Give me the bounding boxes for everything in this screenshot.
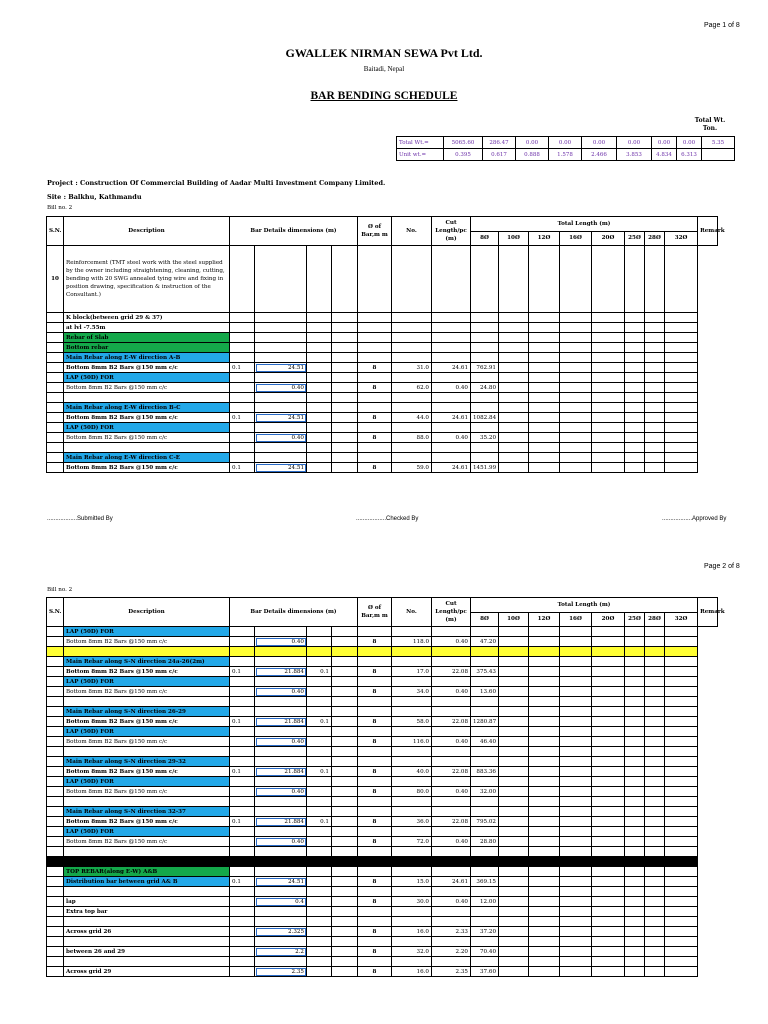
bar-dim-start [230,927,255,937]
header-bar-details-2: Bar Details dimensions (m) [230,598,358,627]
blank-row [47,847,718,857]
header-description: Description [64,217,230,246]
bar-count: 31.0 [392,363,432,373]
total-length-8: 375.43 [471,667,499,677]
header-dia-8: 8Ø [471,231,499,246]
total-length-8: 37.60 [471,967,499,977]
bar-row [47,717,718,727]
bar-row [47,363,718,373]
item-sn: 10 [47,246,64,313]
total-wt-value: 0.00 [516,137,549,149]
bar-dim-start: 0.1 [230,413,255,423]
unit-wt-value: 4.834 [652,149,677,161]
total-length-8: 1280.87 [471,717,499,727]
bar-dia: 8 [358,737,392,747]
submitted-by: ..................Submitted By [47,516,113,522]
total-length-8: 369.15 [471,877,499,887]
blank-row [47,797,718,807]
header-total-length: Total Length (m) [471,217,698,232]
bar-description: Bottom 8mm B2 Bars @150 mm c/c [64,717,230,727]
cut-length: 0.40 [432,637,471,647]
header-dia-25: 25Ø [625,612,645,627]
header-remark-2: Remark [698,598,718,627]
company-name: GWALLEK NIRMAN SEWA Pvt Ltd. [285,46,483,60]
bar-dim-end [307,967,332,977]
bar-dia: 8 [358,363,392,373]
bar-row [47,967,718,977]
bar-dim-end [307,687,332,697]
bar-dim-start [230,383,255,393]
bar-dimension: 2.325 [255,927,307,937]
bar-row [47,413,718,423]
bar-count: 32.0 [392,947,432,957]
bar-description: lap [64,897,230,907]
bar-dim-start [230,787,255,797]
bar-dim-start [230,737,255,747]
bar-dia: 8 [358,837,392,847]
unit-wt-label-cell: Unit wt.= [397,149,444,161]
page-number-2: Page 2 of 8 [704,563,740,570]
section-heading: Main Rebar along S-N direction 29-32 [64,757,230,767]
highlight-row [47,647,718,657]
bar-row [47,433,718,443]
unit-wt-value: 0.617 [483,149,516,161]
bar-dimension: 0.40 [255,433,307,443]
bar-row [47,687,718,697]
bar-count: 62.0 [392,383,432,393]
bar-dim-start: 0.1 [230,877,255,887]
bar-count: 16.0 [392,967,432,977]
header-dia-28: 28Ø [645,612,665,627]
total-length-8: 46.40 [471,737,499,747]
total-length-8: 28.80 [471,837,499,847]
bar-dia: 8 [358,787,392,797]
bar-dia: 8 [358,687,392,697]
bar-description: Bottom 8mm B2 Bars @150 mm c/c [64,463,230,473]
bar-dimension: 0.40 [255,637,307,647]
section-heading: LAP (50D) FOR [64,777,230,787]
header-no: No. [392,217,432,246]
section-label-row [47,907,718,917]
bar-dia: 8 [358,927,392,937]
cut-length: 0.40 [432,433,471,443]
header-dia-20: 20Ø [592,231,625,246]
total-length-8: 883.36 [471,767,499,777]
section-heading-row [47,423,718,433]
section-heading-row [47,657,718,667]
bar-description: Distribution bar between grid A& B [64,877,230,887]
unit-wt-value: 2.466 [582,149,617,161]
bar-count: 30.0 [392,897,432,907]
section-heading: Extra top bar [64,907,230,917]
section-rebar-row [47,333,718,343]
section-heading: LAP (50D) FOR [64,373,230,383]
total-wt-value: 5065.60 [444,137,483,149]
bar-row [47,947,718,957]
section-heading-row [47,373,718,383]
header-description-2: Description [64,598,230,627]
section-heading: Main Rebar along S-N direction 24a-26(2m) [64,657,230,667]
bar-dimension: 0.4 [255,897,307,907]
section-level: at lvl -7.55m [64,323,230,333]
cut-length: 22.08 [432,767,471,777]
section-heading: LAP (50D) FOR [64,727,230,737]
section-heading-row [47,677,718,687]
section-heading-row [47,807,718,817]
section-heading: Main Rebar along S-N direction 26-29 [64,707,230,717]
site-line: Site : Balkhu, Kathmandu [47,193,142,201]
bar-count: 17.0 [392,667,432,677]
section-heading: TOP REBAR(along E-W) A&B [64,867,230,877]
bar-dim-start [230,897,255,907]
header-dia-8: 8Ø [471,612,499,627]
header-dia-16: 16Ø [560,231,592,246]
bar-row [47,637,718,647]
blank-row [47,443,718,453]
section-block-row [47,313,718,323]
bar-dimension: 0.40 [255,787,307,797]
cut-length: 0.40 [432,383,471,393]
bar-description: Bottom 8mm B2 Bars @150 mm c/c [64,637,230,647]
bar-row [47,737,718,747]
bar-row [47,817,718,827]
bill-number-2: Bill no. 2 [47,587,73,593]
bar-description: Bottom 8mm B2 Bars @150 mm c/c [64,817,230,827]
bar-description: Bottom 8mm B2 Bars @150 mm c/c [64,433,230,443]
section-heading: LAP (50D) FOR [64,677,230,687]
bar-dimension: 21.884 [255,717,307,727]
bar-row [47,927,718,937]
header-dia-2: Ø of Bar,m m [358,598,392,627]
bar-dim-start [230,637,255,647]
header-total-length-2: Total Length (m) [471,598,698,613]
bar-dim-end [307,637,332,647]
bar-count: 58.0 [392,717,432,727]
bar-dim-end: 0.1 [307,667,332,677]
blank-row [47,887,718,897]
header-dia-32: 32Ø [665,612,698,627]
bar-description: between 26 and 29 [64,947,230,957]
bar-dimension: 21.884 [255,817,307,827]
total-length-8: 12.00 [471,897,499,907]
unit-wt-blank [702,149,735,161]
bar-dim-start: 0.1 [230,463,255,473]
bar-description: Across grid 26 [64,927,230,937]
bar-description: Bottom 8mm B2 Bars @150 mm c/c [64,837,230,847]
unit-wt-value: 1.578 [549,149,582,161]
bar-dim-start: 0.1 [230,717,255,727]
bbs-table-page2 [46,597,725,977]
table-header-row-2 [47,598,718,613]
bar-dimension: 24.51 [255,363,307,373]
total-wt-value: 0.00 [549,137,582,149]
total-wt-value: 0.00 [652,137,677,149]
bar-dia: 8 [358,433,392,443]
section-heading: Main Rebar along E-W direction C-E [64,453,230,463]
total-wt-value: 0.00 [582,137,617,149]
bar-row [47,837,718,847]
blank-row [47,393,718,403]
checked-by: ..................Checked By [356,516,419,522]
project-line: Project : Construction Of Commercial Building of Aadar Multi Investment Company Limited. [47,179,386,187]
total-length-8: 47.20 [471,637,499,647]
section-level-row [47,323,718,333]
section-heading-row [47,453,718,463]
bar-dim-start: 0.1 [230,363,255,373]
bar-dimension: 2.35 [255,967,307,977]
cut-length: 2.20 [432,947,471,957]
bar-dimension: 0.40 [255,383,307,393]
item-row [47,246,718,313]
totals-table [396,136,735,161]
bar-count: 88.0 [392,433,432,443]
total-length-8: 24.80 [471,383,499,393]
total-wt-value: 286.47 [483,137,516,149]
bar-count: 34.0 [392,687,432,697]
bar-dimension: 0.40 [255,687,307,697]
section-heading-row [47,403,718,413]
bar-row [47,463,718,473]
bar-description: Bottom 8mm B2 Bars @150 mm c/c [64,767,230,777]
bar-count: 40.0 [392,767,432,777]
bar-dia: 8 [358,877,392,887]
bar-dim-start [230,687,255,697]
header-dia-10: 10Ø [499,231,529,246]
total-length-8: 795.02 [471,817,499,827]
total-length-8: 37.20 [471,927,499,937]
bar-dim-start [230,433,255,443]
section-bottom-row [47,343,718,353]
bar-dia: 8 [358,667,392,677]
total-ton-value: 5.35 [702,137,735,149]
bbs-table-page1 [46,216,725,473]
blank-row [47,957,718,967]
cut-length: 0.40 [432,737,471,747]
cut-length: 0.40 [432,897,471,907]
total-wt-label-cell: Total Wt.= [397,137,444,149]
section-block: K block(between grid 29 & 37) [64,313,230,323]
bar-row [47,787,718,797]
header-dia-25: 25Ø [625,231,645,246]
bar-dim-end [307,787,332,797]
bar-count: 118.0 [392,637,432,647]
bar-dimension: 24.51 [255,413,307,423]
bar-description: Bottom 8mm B2 Bars @150 mm c/c [64,687,230,697]
header-bar-details: Bar Details dimensions (m) [230,217,358,246]
blank-row [47,937,718,947]
header-dia-12: 12Ø [529,231,560,246]
bar-row [47,383,718,393]
bar-dia: 8 [358,383,392,393]
separator-row [47,857,718,867]
bar-dimension: 21.884 [255,767,307,777]
header-sn-2: S.N. [47,598,64,627]
header-cut-length: Cut Length/pc (m) [432,217,471,246]
bar-description: Bottom 8mm B2 Bars @150 mm c/c [64,667,230,677]
section-heading-row [47,353,718,363]
header-dia-16: 16Ø [560,612,592,627]
blank-row [47,917,718,927]
total-length-8: 1451.99 [471,463,499,473]
bar-row [47,877,718,887]
header-dia: Ø of Bar,m m [358,217,392,246]
bar-dim-end [307,947,332,957]
item-description: Reinforcement (TMT steel work with the steel supplied by the owner including straightening, cleaning, cutting, bending with 20 SWG annealed tying wire and fixing in position drawing, specification & instruction of the Consultant.) [64,246,230,313]
bar-dimension: 21.884 [255,667,307,677]
bar-dim-end [307,877,332,887]
cut-length: 2.35 [432,967,471,977]
bar-description: Bottom 8mm B2 Bars @150 mm c/c [64,383,230,393]
total-wt-value: 0.00 [677,137,702,149]
cut-length: 24.61 [432,877,471,887]
cut-length: 24.61 [432,413,471,423]
bar-row [47,767,718,777]
header-sn: S.N. [47,217,64,246]
bar-dimension: 0.40 [255,737,307,747]
header-dia-32: 32Ø [665,231,698,246]
cut-length: 24.61 [432,463,471,473]
header-dia-10: 10Ø [499,612,529,627]
header-dia-12: 12Ø [529,612,560,627]
bar-dia: 8 [358,637,392,647]
section-heading: Main Rebar along E-W direction B-C [64,403,230,413]
bar-dim-end [307,897,332,907]
section-heading-row [47,777,718,787]
cut-length: 2.33 [432,927,471,937]
unit-wt-value: 6.313 [677,149,702,161]
bar-count: 15.0 [392,877,432,887]
bar-row [47,897,718,907]
cut-length: 24.61 [432,363,471,373]
bar-dimension: 24.51 [255,877,307,887]
bar-dim-start: 0.1 [230,667,255,677]
unit-wt-value: 0.888 [516,149,549,161]
page-number: Page 1 of 8 [704,22,740,29]
bill-number: Bill no. 2 [47,205,73,211]
bar-count: 44.0 [392,413,432,423]
blank-row [47,747,718,757]
bar-dia: 8 [358,717,392,727]
total-length-8: 13.60 [471,687,499,697]
section-heading: Main Rebar along E-W direction A-B [64,353,230,363]
section-heading-row [47,707,718,717]
section-heading: LAP (50D) FOR [64,627,230,637]
section-heading-row [47,727,718,737]
bar-count: 72.0 [392,837,432,847]
bar-count: 36.0 [392,817,432,827]
bar-dia: 8 [358,413,392,423]
bar-count: 16.0 [392,927,432,937]
bar-dia: 8 [358,767,392,777]
total-wt-value: 0.00 [617,137,652,149]
section-heading: LAP (50D) FOR [64,827,230,837]
total-length-8: 35.20 [471,433,499,443]
bar-dia: 8 [358,897,392,907]
table-header-row [47,217,718,232]
cut-length: 0.40 [432,687,471,697]
bar-description: Bottom 8mm B2 Bars @150 mm c/c [64,363,230,373]
bar-dim-start [230,837,255,847]
bar-dim-end [307,927,332,937]
header-remark: Remark [698,217,718,246]
section-rebar: Rebar of Slab [64,333,230,343]
bar-dim-start [230,947,255,957]
blank-row [47,697,718,707]
bar-description: Across grid 29 [64,967,230,977]
section-heading-row [47,867,718,877]
total-length-8: 1082.84 [471,413,499,423]
bar-description: Bottom 8mm B2 Bars @150 mm c/c [64,737,230,747]
bar-count: 80.0 [392,787,432,797]
bar-dimension: 24.51 [255,463,307,473]
bar-count: 116.0 [392,737,432,747]
bar-dim-end: 0.1 [307,717,332,727]
document-title: BAR BENDING SCHEDULE [310,90,458,102]
bar-dia: 8 [358,947,392,957]
header-dia-28: 28Ø [645,231,665,246]
bar-dim-start: 0.1 [230,817,255,827]
bar-count: 59.0 [392,463,432,473]
bar-row [47,667,718,677]
bar-dim-end: 0.1 [307,817,332,827]
section-heading-row [47,627,718,637]
section-heading: LAP (50D) FOR [64,423,230,433]
company-address: Baitadi, Nepal [363,65,405,73]
total-length-8: 70.40 [471,947,499,957]
bar-dim-end [307,837,332,847]
bar-dim-end [307,737,332,747]
bar-dim-start [230,967,255,977]
total-length-8: 32.00 [471,787,499,797]
header-dia-20: 20Ø [592,612,625,627]
bar-description: Bottom 8mm B2 Bars @150 mm c/c [64,413,230,423]
section-heading-row [47,827,718,837]
bar-dia: 8 [358,967,392,977]
bar-dimension: 2.2 [255,947,307,957]
total-wt-label: Total Wt. Ton. [694,117,726,132]
header-no-2: No. [392,598,432,627]
bar-dia: 8 [358,463,392,473]
bar-dim-start: 0.1 [230,767,255,777]
unit-wt-value: 3.853 [617,149,652,161]
section-heading-row [47,757,718,767]
total-length-8: 762.91 [471,363,499,373]
header-cut-length-2: Cut Length/pc (m) [432,598,471,627]
bar-description: Bottom 8mm B2 Bars @150 mm c/c [64,787,230,797]
bar-dimension: 0.40 [255,837,307,847]
bar-dim-end: 0.1 [307,767,332,777]
cut-length: 22.08 [432,717,471,727]
cut-length: 0.40 [432,787,471,797]
cut-length: 22.08 [432,817,471,827]
cut-length: 22.08 [432,667,471,677]
section-bottom: Bottom rebar [64,343,230,353]
approved-by: ..................Approved By [662,516,727,522]
bar-dia: 8 [358,817,392,827]
cut-length: 0.40 [432,837,471,847]
section-heading: Main Rebar along S-N direction 32-37 [64,807,230,817]
unit-wt-value: 0.395 [444,149,483,161]
